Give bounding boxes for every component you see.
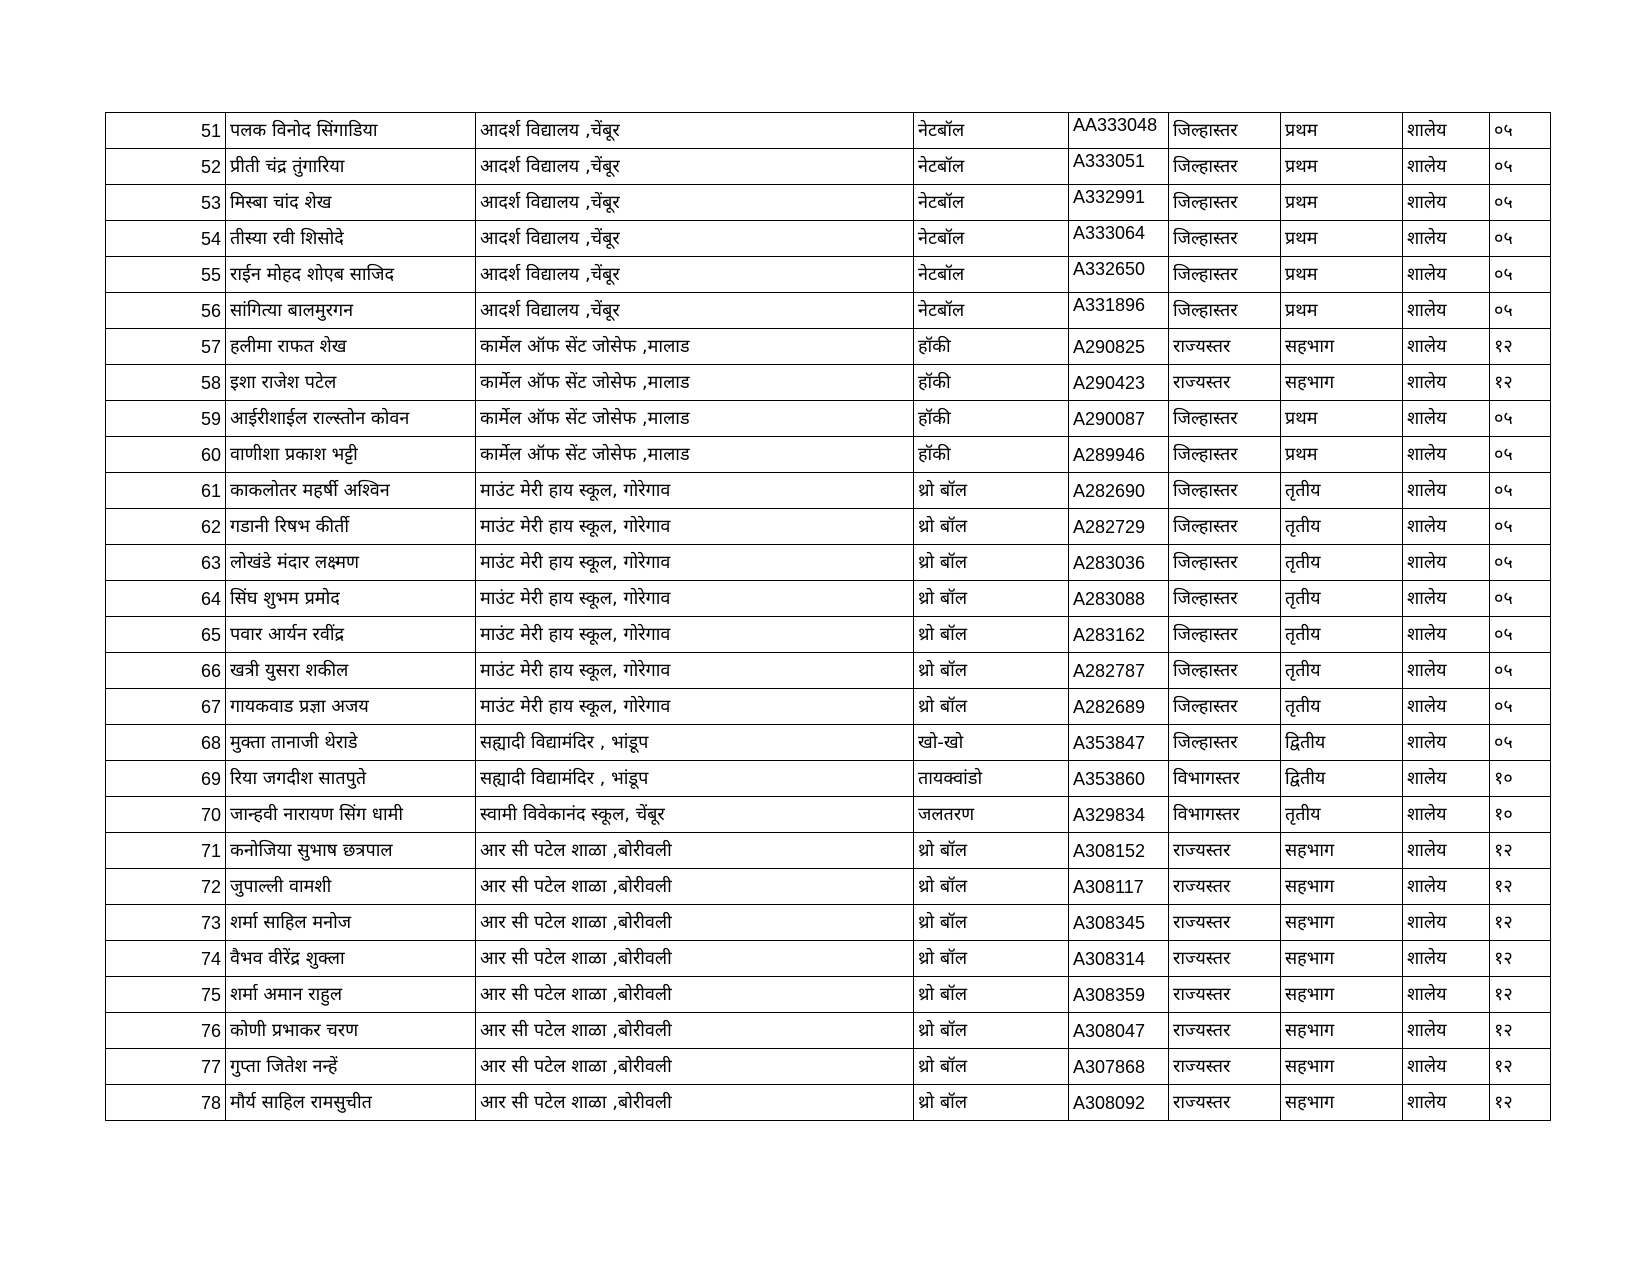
student-name-cell: शर्मा साहिल मनोज bbox=[226, 905, 476, 941]
rank-cell: तृतीय bbox=[1281, 653, 1403, 689]
registration-code-cell: A283088 bbox=[1069, 581, 1169, 617]
student-name-cell: हलीमा राफत शेख bbox=[226, 329, 476, 365]
table-row bbox=[106, 473, 1551, 509]
category-cell: शालेय bbox=[1403, 833, 1490, 869]
student-name-cell: सांगित्या बालमुरगन bbox=[226, 293, 476, 329]
registration-code-cell: A353847 bbox=[1069, 725, 1169, 761]
registration-code-cell: A289946 bbox=[1069, 437, 1169, 473]
student-name-cell: मिस्बा चांद शेख bbox=[226, 185, 476, 221]
category-cell: शालेय bbox=[1403, 689, 1490, 725]
sport-name-cell: थ्रो बॉल bbox=[914, 941, 1069, 977]
sport-name-cell: नेटबॉल bbox=[914, 149, 1069, 185]
sport-name-cell: हॉकी bbox=[914, 365, 1069, 401]
sport-name-cell: नेटबॉल bbox=[914, 113, 1069, 149]
table-row bbox=[106, 977, 1551, 1013]
serial-number-cell: 65 bbox=[106, 617, 226, 653]
registration-code-cell: A282690 bbox=[1069, 473, 1169, 509]
school-name-cell: माउंट मेरी हाय स्कूल, गोरेगाव bbox=[476, 653, 914, 689]
sport-name-cell: थ्रो बॉल bbox=[914, 833, 1069, 869]
sport-name-cell: नेटबॉल bbox=[914, 293, 1069, 329]
table-row bbox=[106, 941, 1551, 977]
category-cell: शालेय bbox=[1403, 113, 1490, 149]
rank-cell: प्रथम bbox=[1281, 293, 1403, 329]
competition-level-cell: जिल्हास्तर bbox=[1169, 221, 1281, 257]
serial-number-cell: 56 bbox=[106, 293, 226, 329]
serial-number-cell: 70 bbox=[106, 797, 226, 833]
marks-cell: ०५ bbox=[1490, 401, 1551, 437]
school-name-cell: आदर्श विद्यालय ,चेंबूर bbox=[476, 293, 914, 329]
competition-level-cell: विभागस्तर bbox=[1169, 797, 1281, 833]
registration-code-cell: A332991 bbox=[1069, 185, 1169, 221]
school-name-cell: कार्मेल ऑफ सेंट जोसेफ ,मालाड bbox=[476, 401, 914, 437]
category-cell: शालेय bbox=[1403, 869, 1490, 905]
table-row bbox=[106, 221, 1551, 257]
rank-cell: प्रथम bbox=[1281, 401, 1403, 437]
sport-name-cell: तायक्वांडो bbox=[914, 761, 1069, 797]
student-name-cell: सिंघ शुभम प्रमोद bbox=[226, 581, 476, 617]
sport-name-cell: हॉकी bbox=[914, 437, 1069, 473]
serial-number-cell: 72 bbox=[106, 869, 226, 905]
category-cell: शालेय bbox=[1403, 1049, 1490, 1085]
marks-cell: १२ bbox=[1490, 1049, 1551, 1085]
school-name-cell: आर सी पटेल शाळा ,बोरीवली bbox=[476, 1085, 914, 1121]
registration-code-cell: A307868 bbox=[1069, 1049, 1169, 1085]
category-cell: शालेय bbox=[1403, 365, 1490, 401]
rank-cell: तृतीय bbox=[1281, 797, 1403, 833]
student-roster-table bbox=[105, 112, 1551, 1121]
student-name-cell: काकलोतर महर्षी अश्विन bbox=[226, 473, 476, 509]
document-sheet bbox=[105, 112, 1551, 1121]
rank-cell: तृतीय bbox=[1281, 509, 1403, 545]
rank-cell: सहभाग bbox=[1281, 365, 1403, 401]
school-name-cell: स्वामी विवेकानंद स्कूल, चेंबूर bbox=[476, 797, 914, 833]
student-name-cell: शर्मा अमान राहुल bbox=[226, 977, 476, 1013]
competition-level-cell: राज्यस्तर bbox=[1169, 329, 1281, 365]
sport-name-cell: थ्रो बॉल bbox=[914, 905, 1069, 941]
student-name-cell: राईन मोहद शोएब साजिद bbox=[226, 257, 476, 293]
rank-cell: तृतीय bbox=[1281, 581, 1403, 617]
competition-level-cell: जिल्हास्तर bbox=[1169, 257, 1281, 293]
registration-code-cell: A333051 bbox=[1069, 149, 1169, 185]
serial-number-cell: 53 bbox=[106, 185, 226, 221]
rank-cell: द्वितीय bbox=[1281, 761, 1403, 797]
serial-number-cell: 55 bbox=[106, 257, 226, 293]
registration-code-cell: A308314 bbox=[1069, 941, 1169, 977]
sport-name-cell: नेटबॉल bbox=[914, 221, 1069, 257]
table-row bbox=[106, 509, 1551, 545]
table-row bbox=[106, 689, 1551, 725]
competition-level-cell: जिल्हास्तर bbox=[1169, 545, 1281, 581]
marks-cell: ०५ bbox=[1490, 545, 1551, 581]
competition-level-cell: राज्यस्तर bbox=[1169, 977, 1281, 1013]
marks-cell: ०५ bbox=[1490, 581, 1551, 617]
marks-cell: ०५ bbox=[1490, 113, 1551, 149]
category-cell: शालेय bbox=[1403, 437, 1490, 473]
registration-code-cell: A333064 bbox=[1069, 221, 1169, 257]
competition-level-cell: जिल्हास्तर bbox=[1169, 725, 1281, 761]
rank-cell: प्रथम bbox=[1281, 149, 1403, 185]
sport-name-cell: थ्रो बॉल bbox=[914, 509, 1069, 545]
serial-number-cell: 71 bbox=[106, 833, 226, 869]
registration-code-cell: A282729 bbox=[1069, 509, 1169, 545]
table-row bbox=[106, 653, 1551, 689]
serial-number-cell: 64 bbox=[106, 581, 226, 617]
school-name-cell: आदर्श विद्यालय ,चेंबूर bbox=[476, 221, 914, 257]
serial-number-cell: 66 bbox=[106, 653, 226, 689]
table-row bbox=[106, 833, 1551, 869]
rank-cell: तृतीय bbox=[1281, 545, 1403, 581]
marks-cell: १२ bbox=[1490, 833, 1551, 869]
marks-cell: ०५ bbox=[1490, 653, 1551, 689]
table-row bbox=[106, 329, 1551, 365]
table-row bbox=[106, 401, 1551, 437]
registration-code-cell: A332650 bbox=[1069, 257, 1169, 293]
rank-cell: प्रथम bbox=[1281, 257, 1403, 293]
rank-cell: सहभाग bbox=[1281, 833, 1403, 869]
school-name-cell: सह्यादी विद्यामंदिर , भांडूप bbox=[476, 725, 914, 761]
registration-code-cell: A290423 bbox=[1069, 365, 1169, 401]
serial-number-cell: 54 bbox=[106, 221, 226, 257]
competition-level-cell: विभागस्तर bbox=[1169, 761, 1281, 797]
table-row bbox=[106, 365, 1551, 401]
school-name-cell: आर सी पटेल शाळा ,बोरीवली bbox=[476, 905, 914, 941]
category-cell: शालेय bbox=[1403, 221, 1490, 257]
marks-cell: ०५ bbox=[1490, 257, 1551, 293]
marks-cell: १२ bbox=[1490, 329, 1551, 365]
competition-level-cell: राज्यस्तर bbox=[1169, 869, 1281, 905]
category-cell: शालेय bbox=[1403, 545, 1490, 581]
registration-code-cell: A308359 bbox=[1069, 977, 1169, 1013]
sport-name-cell: खो-खो bbox=[914, 725, 1069, 761]
rank-cell: सहभाग bbox=[1281, 1013, 1403, 1049]
registration-code-cell: A282689 bbox=[1069, 689, 1169, 725]
serial-number-cell: 63 bbox=[106, 545, 226, 581]
competition-level-cell: जिल्हास्तर bbox=[1169, 401, 1281, 437]
serial-number-cell: 73 bbox=[106, 905, 226, 941]
competition-level-cell: जिल्हास्तर bbox=[1169, 473, 1281, 509]
marks-cell: १२ bbox=[1490, 977, 1551, 1013]
category-cell: शालेय bbox=[1403, 149, 1490, 185]
student-name-cell: आईरीशाईल राल्स्तोन कोवन bbox=[226, 401, 476, 437]
student-name-cell: खत्री युसरा शकील bbox=[226, 653, 476, 689]
rank-cell: तृतीय bbox=[1281, 689, 1403, 725]
student-name-cell: तीस्या रवी शिसोदे bbox=[226, 221, 476, 257]
student-name-cell: रिया जगदीश सातपुते bbox=[226, 761, 476, 797]
category-cell: शालेय bbox=[1403, 509, 1490, 545]
table-row bbox=[106, 1013, 1551, 1049]
table-row bbox=[106, 149, 1551, 185]
rank-cell: द्वितीय bbox=[1281, 725, 1403, 761]
category-cell: शालेय bbox=[1403, 293, 1490, 329]
table-row bbox=[106, 437, 1551, 473]
school-name-cell: माउंट मेरी हाय स्कूल, गोरेगाव bbox=[476, 473, 914, 509]
school-name-cell: आर सी पटेल शाळा ,बोरीवली bbox=[476, 1049, 914, 1085]
rank-cell: सहभाग bbox=[1281, 329, 1403, 365]
marks-cell: १० bbox=[1490, 761, 1551, 797]
student-name-cell: गडानी रिषभ कीर्ती bbox=[226, 509, 476, 545]
table-row bbox=[106, 797, 1551, 833]
registration-code-cell: A283162 bbox=[1069, 617, 1169, 653]
rank-cell: प्रथम bbox=[1281, 185, 1403, 221]
table-row bbox=[106, 725, 1551, 761]
registration-code-cell: A353860 bbox=[1069, 761, 1169, 797]
marks-cell: ०५ bbox=[1490, 437, 1551, 473]
sport-name-cell: थ्रो बॉल bbox=[914, 617, 1069, 653]
category-cell: शालेय bbox=[1403, 941, 1490, 977]
category-cell: शालेय bbox=[1403, 581, 1490, 617]
sport-name-cell: थ्रो बॉल bbox=[914, 977, 1069, 1013]
rank-cell: सहभाग bbox=[1281, 869, 1403, 905]
category-cell: शालेय bbox=[1403, 185, 1490, 221]
registration-code-cell: A290087 bbox=[1069, 401, 1169, 437]
serial-number-cell: 51 bbox=[106, 113, 226, 149]
competition-level-cell: जिल्हास्तर bbox=[1169, 293, 1281, 329]
school-name-cell: सह्यादी विद्यामंदिर , भांडूप bbox=[476, 761, 914, 797]
sport-name-cell: थ्रो बॉल bbox=[914, 653, 1069, 689]
sport-name-cell: थ्रो बॉल bbox=[914, 581, 1069, 617]
school-name-cell: कार्मेल ऑफ सेंट जोसेफ ,मालाड bbox=[476, 365, 914, 401]
category-cell: शालेय bbox=[1403, 257, 1490, 293]
registration-code-cell: A331896 bbox=[1069, 293, 1169, 329]
competition-level-cell: जिल्हास्तर bbox=[1169, 653, 1281, 689]
school-name-cell: कार्मेल ऑफ सेंट जोसेफ ,मालाड bbox=[476, 437, 914, 473]
school-name-cell: माउंट मेरी हाय स्कूल, गोरेगाव bbox=[476, 509, 914, 545]
registration-code-cell: A308092 bbox=[1069, 1085, 1169, 1121]
sport-name-cell: थ्रो बॉल bbox=[914, 1085, 1069, 1121]
school-name-cell: आदर्श विद्यालय ,चेंबूर bbox=[476, 257, 914, 293]
student-name-cell: कनोजिया सुभाष छत्रपाल bbox=[226, 833, 476, 869]
sport-name-cell: जलतरण bbox=[914, 797, 1069, 833]
registration-code-cell: A329834 bbox=[1069, 797, 1169, 833]
table-row bbox=[106, 761, 1551, 797]
table-row bbox=[106, 113, 1551, 149]
category-cell: शालेय bbox=[1403, 617, 1490, 653]
category-cell: शालेय bbox=[1403, 761, 1490, 797]
serial-number-cell: 62 bbox=[106, 509, 226, 545]
competition-level-cell: राज्यस्तर bbox=[1169, 1085, 1281, 1121]
student-name-cell: मौर्य साहिल रामसुचीत bbox=[226, 1085, 476, 1121]
marks-cell: ०५ bbox=[1490, 689, 1551, 725]
serial-number-cell: 78 bbox=[106, 1085, 226, 1121]
table-row bbox=[106, 545, 1551, 581]
marks-cell: १० bbox=[1490, 797, 1551, 833]
rank-cell: सहभाग bbox=[1281, 905, 1403, 941]
school-name-cell: आर सी पटेल शाळा ,बोरीवली bbox=[476, 941, 914, 977]
competition-level-cell: जिल्हास्तर bbox=[1169, 437, 1281, 473]
rank-cell: तृतीय bbox=[1281, 473, 1403, 509]
student-name-cell: लोखंडे मंदार लक्ष्मण bbox=[226, 545, 476, 581]
sport-name-cell: हॉकी bbox=[914, 329, 1069, 365]
rank-cell: तृतीय bbox=[1281, 617, 1403, 653]
school-name-cell: माउंट मेरी हाय स्कूल, गोरेगाव bbox=[476, 617, 914, 653]
serial-number-cell: 75 bbox=[106, 977, 226, 1013]
serial-number-cell: 69 bbox=[106, 761, 226, 797]
serial-number-cell: 68 bbox=[106, 725, 226, 761]
student-name-cell: इशा राजेश पटेल bbox=[226, 365, 476, 401]
marks-cell: ०५ bbox=[1490, 185, 1551, 221]
student-name-cell: गायकवाड प्रज्ञा अजय bbox=[226, 689, 476, 725]
table-row bbox=[106, 617, 1551, 653]
school-name-cell: आर सी पटेल शाळा ,बोरीवली bbox=[476, 833, 914, 869]
serial-number-cell: 59 bbox=[106, 401, 226, 437]
table-row bbox=[106, 905, 1551, 941]
registration-code-cell: A308117 bbox=[1069, 869, 1169, 905]
school-name-cell: आदर्श विद्यालय ,चेंबूर bbox=[476, 113, 914, 149]
sport-name-cell: नेटबॉल bbox=[914, 257, 1069, 293]
serial-number-cell: 77 bbox=[106, 1049, 226, 1085]
student-name-cell: जुपाल्ली वामशी bbox=[226, 869, 476, 905]
student-name-cell: वैभव वीरेंद्र शुक्ला bbox=[226, 941, 476, 977]
school-name-cell: माउंट मेरी हाय स्कूल, गोरेगाव bbox=[476, 689, 914, 725]
roster-body bbox=[106, 113, 1551, 1121]
rank-cell: सहभाग bbox=[1281, 1085, 1403, 1121]
sport-name-cell: थ्रो बॉल bbox=[914, 473, 1069, 509]
school-name-cell: माउंट मेरी हाय स्कूल, गोरेगाव bbox=[476, 581, 914, 617]
student-name-cell: वाणीशा प्रकाश भट्टी bbox=[226, 437, 476, 473]
school-name-cell: आर सी पटेल शाळा ,बोरीवली bbox=[476, 869, 914, 905]
sport-name-cell: हॉकी bbox=[914, 401, 1069, 437]
competition-level-cell: जिल्हास्तर bbox=[1169, 113, 1281, 149]
competition-level-cell: राज्यस्तर bbox=[1169, 1013, 1281, 1049]
sport-name-cell: थ्रो बॉल bbox=[914, 1049, 1069, 1085]
table-row bbox=[106, 581, 1551, 617]
category-cell: शालेय bbox=[1403, 977, 1490, 1013]
sport-name-cell: थ्रो बॉल bbox=[914, 545, 1069, 581]
serial-number-cell: 76 bbox=[106, 1013, 226, 1049]
category-cell: शालेय bbox=[1403, 797, 1490, 833]
serial-number-cell: 57 bbox=[106, 329, 226, 365]
student-name-cell: मुक्ता तानाजी थेराडे bbox=[226, 725, 476, 761]
marks-cell: १२ bbox=[1490, 941, 1551, 977]
student-name-cell: जान्हवी नारायण सिंग धामी bbox=[226, 797, 476, 833]
table-row bbox=[106, 185, 1551, 221]
marks-cell: १२ bbox=[1490, 869, 1551, 905]
school-name-cell: कार्मेल ऑफ सेंट जोसेफ ,मालाड bbox=[476, 329, 914, 365]
registration-code-cell: A283036 bbox=[1069, 545, 1169, 581]
table-row bbox=[106, 257, 1551, 293]
marks-cell: ०५ bbox=[1490, 509, 1551, 545]
marks-cell: ०५ bbox=[1490, 221, 1551, 257]
marks-cell: ०५ bbox=[1490, 725, 1551, 761]
rank-cell: सहभाग bbox=[1281, 941, 1403, 977]
serial-number-cell: 74 bbox=[106, 941, 226, 977]
serial-number-cell: 60 bbox=[106, 437, 226, 473]
category-cell: शालेय bbox=[1403, 401, 1490, 437]
rank-cell: सहभाग bbox=[1281, 1049, 1403, 1085]
registration-code-cell: A290825 bbox=[1069, 329, 1169, 365]
category-cell: शालेय bbox=[1403, 329, 1490, 365]
category-cell: शालेय bbox=[1403, 473, 1490, 509]
sport-name-cell: थ्रो बॉल bbox=[914, 1013, 1069, 1049]
serial-number-cell: 67 bbox=[106, 689, 226, 725]
registration-code-cell: A282787 bbox=[1069, 653, 1169, 689]
marks-cell: ०५ bbox=[1490, 473, 1551, 509]
rank-cell: प्रथम bbox=[1281, 437, 1403, 473]
marks-cell: ०५ bbox=[1490, 293, 1551, 329]
sport-name-cell: नेटबॉल bbox=[914, 185, 1069, 221]
competition-level-cell: जिल्हास्तर bbox=[1169, 509, 1281, 545]
rank-cell: प्रथम bbox=[1281, 113, 1403, 149]
marks-cell: १२ bbox=[1490, 1013, 1551, 1049]
rank-cell: सहभाग bbox=[1281, 977, 1403, 1013]
student-name-cell: कोणी प्रभाकर चरण bbox=[226, 1013, 476, 1049]
competition-level-cell: राज्यस्तर bbox=[1169, 365, 1281, 401]
school-name-cell: आर सी पटेल शाळा ,बोरीवली bbox=[476, 977, 914, 1013]
student-name-cell: पलक विनोद सिंगाडिया bbox=[226, 113, 476, 149]
competition-level-cell: राज्यस्तर bbox=[1169, 833, 1281, 869]
serial-number-cell: 52 bbox=[106, 149, 226, 185]
serial-number-cell: 58 bbox=[106, 365, 226, 401]
marks-cell: १२ bbox=[1490, 365, 1551, 401]
school-name-cell: आदर्श विद्यालय ,चेंबूर bbox=[476, 149, 914, 185]
student-name-cell: पवार आर्यन रवींद्र bbox=[226, 617, 476, 653]
school-name-cell: माउंट मेरी हाय स्कूल, गोरेगाव bbox=[476, 545, 914, 581]
marks-cell: ०५ bbox=[1490, 149, 1551, 185]
competition-level-cell: राज्यस्तर bbox=[1169, 905, 1281, 941]
sport-name-cell: थ्रो बॉल bbox=[914, 689, 1069, 725]
school-name-cell: आदर्श विद्यालय ,चेंबूर bbox=[476, 185, 914, 221]
table-row bbox=[106, 869, 1551, 905]
marks-cell: १२ bbox=[1490, 905, 1551, 941]
registration-code-cell: A308047 bbox=[1069, 1013, 1169, 1049]
table-row bbox=[106, 1085, 1551, 1121]
competition-level-cell: जिल्हास्तर bbox=[1169, 185, 1281, 221]
table-row bbox=[106, 1049, 1551, 1085]
competition-level-cell: जिल्हास्तर bbox=[1169, 149, 1281, 185]
school-name-cell: आर सी पटेल शाळा ,बोरीवली bbox=[476, 1013, 914, 1049]
registration-code-cell: A308345 bbox=[1069, 905, 1169, 941]
student-name-cell: गुप्ता जितेश नन्हें bbox=[226, 1049, 476, 1085]
marks-cell: ०५ bbox=[1490, 617, 1551, 653]
category-cell: शालेय bbox=[1403, 653, 1490, 689]
competition-level-cell: राज्यस्तर bbox=[1169, 1049, 1281, 1085]
category-cell: शालेय bbox=[1403, 1085, 1490, 1121]
registration-code-cell: A308152 bbox=[1069, 833, 1169, 869]
registration-code-cell: AA333048 bbox=[1069, 113, 1169, 149]
student-name-cell: प्रीती चंद्र तुंगारिया bbox=[226, 149, 476, 185]
competition-level-cell: राज्यस्तर bbox=[1169, 941, 1281, 977]
sport-name-cell: थ्रो बॉल bbox=[914, 869, 1069, 905]
category-cell: शालेय bbox=[1403, 905, 1490, 941]
competition-level-cell: जिल्हास्तर bbox=[1169, 689, 1281, 725]
category-cell: शालेय bbox=[1403, 725, 1490, 761]
competition-level-cell: जिल्हास्तर bbox=[1169, 581, 1281, 617]
marks-cell: १२ bbox=[1490, 1085, 1551, 1121]
serial-number-cell: 61 bbox=[106, 473, 226, 509]
table-row bbox=[106, 293, 1551, 329]
rank-cell: प्रथम bbox=[1281, 221, 1403, 257]
category-cell: शालेय bbox=[1403, 1013, 1490, 1049]
competition-level-cell: जिल्हास्तर bbox=[1169, 617, 1281, 653]
